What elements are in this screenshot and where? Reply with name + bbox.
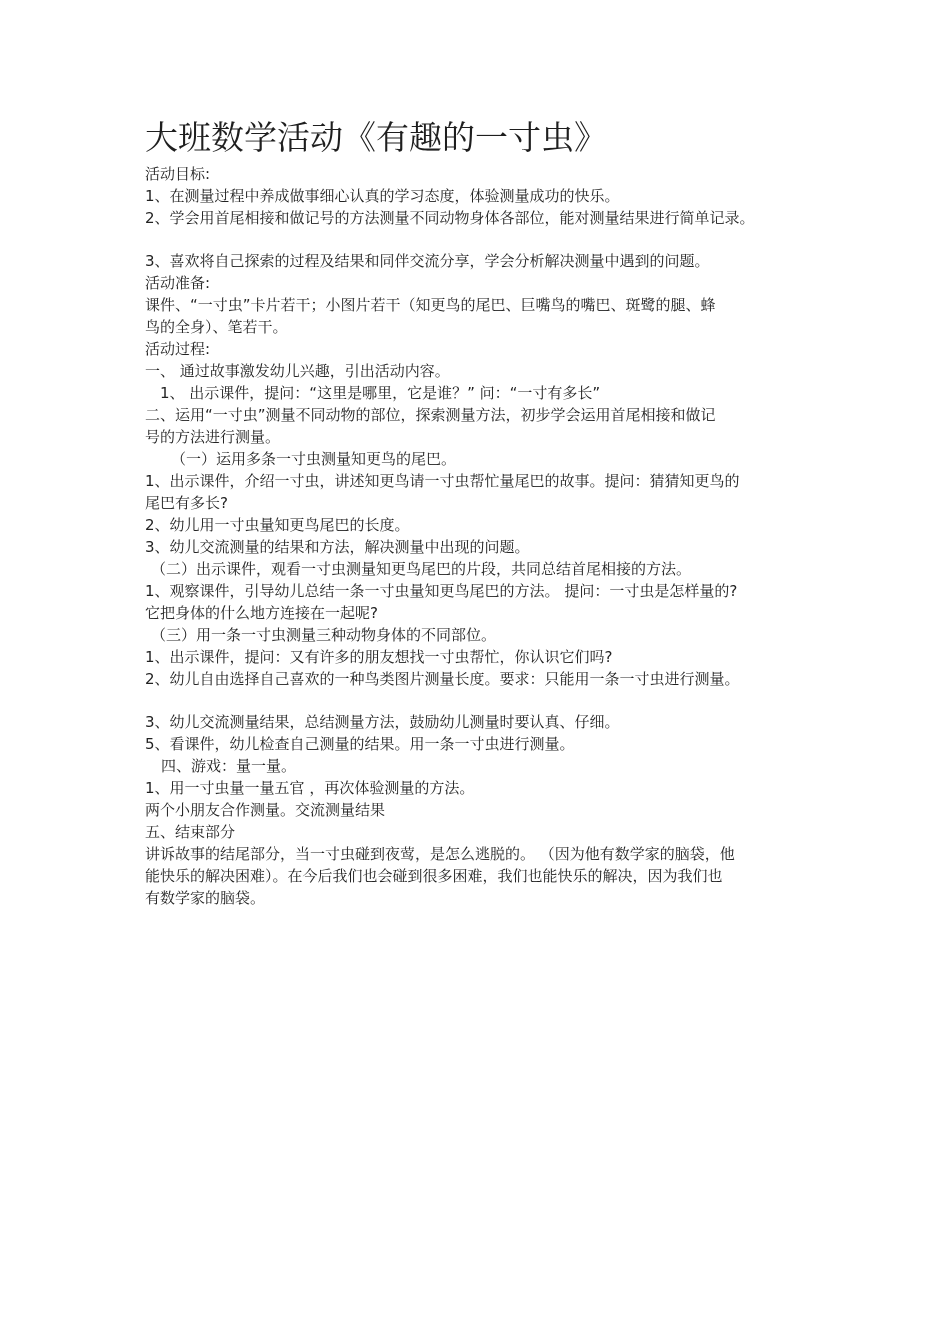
section-heading-preparation: 活动准备: (145, 274, 211, 292)
process-step-2-line-1: 二、运用“一寸虫”测量不同动物的部位，探索测量方法，初步学会运用首尾相接和做记 (145, 406, 716, 424)
goal-item-2: 2、学会用首尾相接和做记号的方法测量不同动物身体各部位，能对测量结果进行简单记录。 (145, 209, 755, 227)
process-step-1: 一、 通过故事激发幼儿兴趣，引出活动内容。 (145, 362, 450, 380)
goal-item-3: 3、喜欢将自己探索的过程及结果和同伴交流分享，学会分析解决测量中遇到的问题。 (145, 252, 710, 270)
substep-1-heading: （一）运用多条一寸虫测量知更鸟的尾巴。 (171, 450, 457, 468)
paragraph-gap (145, 690, 835, 711)
substep-3-heading: （三）用一条一寸虫测量三种动物身体的不同部位。 (151, 626, 497, 644)
goal-item-1: 1、在测量过程中养成做事细心认真的学习态度，体验测量成功的快乐。 (145, 187, 620, 205)
ending-text-line-1: 讲诉故事的结尾部分，当一寸虫碰到夜莺，是怎么逃脱的。 （因为他有数学家的脑袋，他 (145, 845, 735, 863)
paragraph-gap (145, 229, 835, 250)
preparation-text-line-1: 课件、“一寸虫”卡片若干；小图片若干（知更鸟的尾巴、巨嘴鸟的嘴巴、斑鹭的腿、蜂 (145, 296, 716, 314)
substep-2-heading: （二）出示课件，观看一寸虫测量知更鸟尾巴的片段，共同总结首尾相接的方法。 (151, 560, 692, 578)
substep-3-item-2: 2、幼儿自由选择自己喜欢的一种鸟类图片测量长度。要求：只能用一条一寸虫进行测量。 (145, 670, 740, 688)
substep-2-item-1-line-1: 1、观察课件，引导幼儿总结一条一寸虫量知更鸟尾巴的方法。 提问：一寸虫是怎样量的? (145, 582, 738, 600)
substep-1-item-3: 3、幼儿交流测量的结果和方法，解决测量中出现的问题。 (145, 538, 530, 556)
document-body (145, 163, 835, 909)
substep-3-item-5: 5、看课件，幼儿检查自己测量的结果。用一条一寸虫进行测量。 (145, 735, 575, 753)
process-step-4-heading: 四、游戏：量一量。 (161, 757, 297, 775)
substep-2-item-1-line-2: 它把身体的什么地方连接在一起呢? (145, 604, 378, 622)
process-step-2-line-2: 号的方法进行测量。 (145, 428, 281, 446)
substep-1-item-1-line-2: 尾巴有多长? (145, 494, 228, 512)
process-step-4-item-2: 两个小朋友合作测量。交流测量结果 (145, 801, 386, 819)
preparation-text-line-2: 鸟的全身）、笔若干。 (145, 318, 288, 336)
ending-text-line-2: 能快乐的解决困难）。在今后我们也会碰到很多困难，我们也能快乐的解决，因为我们也 (145, 867, 723, 885)
substep-1-item-1-line-1: 1、出示课件，介绍一寸虫，讲述知更鸟请一寸虫帮忙量尾巴的故事。提问：猜猜知更鸟的 (145, 472, 740, 490)
process-step-4-item-1: 1、用一寸虫量一量五官 ，再次体验测量的方法。 (145, 779, 475, 797)
process-step-1-item-1: 1、 出示课件，提问：“这里是哪里，它是谁？” 问：“一寸有多长” (160, 384, 601, 402)
section-heading-process: 活动过程: (145, 340, 211, 358)
substep-3-item-3: 3、幼儿交流测量结果，总结测量方法，鼓励幼儿测量时要认真、仔细。 (145, 713, 620, 731)
substep-3-item-1: 1、出示课件，提问：又有许多的朋友想找一寸虫帮忙，你认识它们吗? (145, 648, 613, 666)
process-step-5-heading: 五、结束部分 (145, 823, 236, 841)
section-heading-goals: 活动目标: (145, 165, 211, 183)
substep-1-item-2: 2、幼儿用一寸虫量知更鸟尾巴的长度。 (145, 516, 410, 534)
ending-text-line-3: 有数学家的脑袋。 (145, 889, 266, 907)
document-title: 大班数学活动《有趣的一寸虫》 (145, 118, 607, 157)
